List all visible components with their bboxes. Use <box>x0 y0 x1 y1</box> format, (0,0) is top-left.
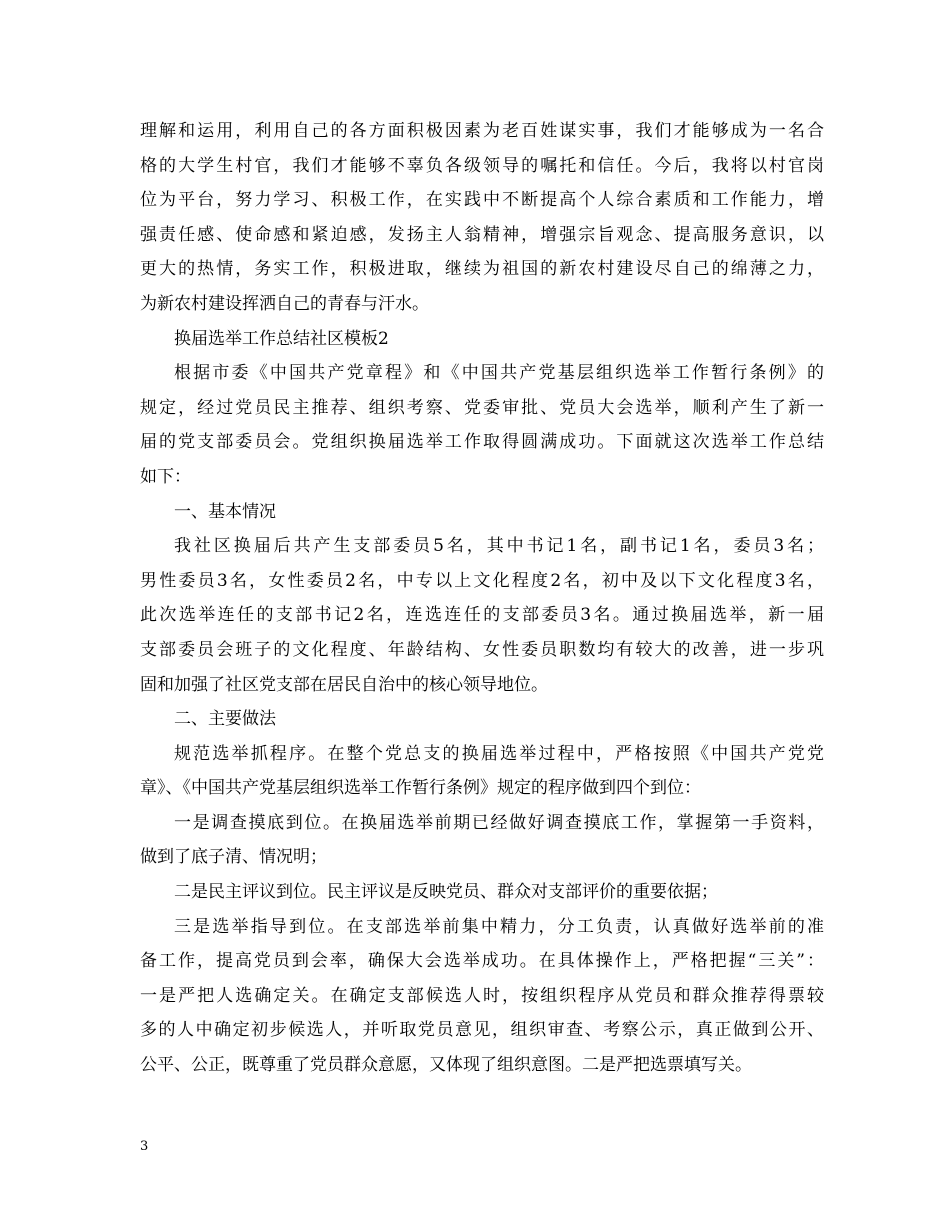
text-line: 一、基本情况 <box>174 501 276 522</box>
text-line: 固和加强了社区党支部在居民自治中的核心领导地位。 <box>140 674 548 695</box>
text-line: 章》、《中国共产党基层组织选举工作暂行条例》规定的程序做到四个到位： <box>140 778 701 799</box>
text-line: 规定，经过党员民主推荐、组织考察、党委审批、党员大会选举，顺利产生了新一 <box>140 397 824 418</box>
text-line: 我社区换届后共产生支部委员5名，其中书记1名，副书记1名，委员3名； <box>174 536 824 557</box>
text-line: 一是调查摸底到位。在换届选举前期已经做好调查摸底工作，掌握第一手资料， <box>174 812 824 833</box>
text-line: 理解和运用，利用自己的各方面积极因素为老百姓谋实事，我们才能够成为一名合 <box>140 121 824 141</box>
text-line: 备工作，提高党员到会率，确保大会选举成功。在具体操作上，严格把握“三关”： <box>140 951 824 972</box>
page-number: 3 <box>140 1139 149 1154</box>
text-line: 为新农村建设挥洒自己的青春与汗水。 <box>140 293 429 314</box>
text-line: 根据市委《中国共产党章程》和《中国共产党基层组织选举工作暂行条例》的 <box>174 363 824 384</box>
text-line: 位为平台，努力学习、积极工作，在实践中不断提高个人综合素质和工作能力，增 <box>140 190 824 211</box>
text-line: 一是严把人选确定关。在确定支部候选人时，按组织程序从党员和群众推荐得票较 <box>140 985 824 1006</box>
text-line: 二、主要做法 <box>174 709 276 730</box>
text-line: 如下： <box>140 466 191 487</box>
document-body <box>140 114 824 1083</box>
text-line: 换届选举工作总结社区模板2 <box>174 328 389 349</box>
text-line: 规范选举抓程序。在整个党总支的换届选举过程中，严格按照《中国共产党党 <box>174 743 824 764</box>
text-line: 格的大学生村官，我们才能够不辜负各级领导的嘱托和信任。今后，我将以村官岗 <box>140 155 824 176</box>
text-line: 多的人中确定初步候选人，并听取党员意见，组织审查、考察公示，真正做到公开、 <box>140 1020 824 1041</box>
text-line: 做到了底子清、情况明； <box>140 847 327 868</box>
text-line: 届的党支部委员会。党组织换届选举工作取得圆满成功。下面就这次选举工作总结 <box>140 432 824 453</box>
text-line: 二是民主评议到位。民主评议是反映党员、群众对支部评价的重要依据； <box>174 882 718 903</box>
text-line: 三是选举指导到位。在支部选举前集中精力，分工负责，认真做好选举前的准 <box>174 916 824 937</box>
text-line: 男性委员3名，女性委员2名，中专以上文化程度2名，初中及以下文化程度3名， <box>140 570 824 591</box>
text-line: 公平、公正，既尊重了党员群众意愿，又体现了组织意图。二是严把选票填写关。 <box>140 1055 752 1076</box>
text-line: 强责任感、使命感和紧迫感，发扬主人翁精神，增强宗旨观念、提高服务意识，以 <box>140 224 824 245</box>
text-line: 支部委员会班子的文化程度、年龄结构、女性委员职数均有较大的改善，进一步巩 <box>140 639 824 660</box>
text-line: 此次选举连任的支部书记2名，连选连任的支部委员3名。通过换届选举，新一届 <box>140 605 824 626</box>
text-line: 更大的热情，务实工作，积极进取，继续为祖国的新农村建设尽自己的绵薄之力， <box>140 259 824 280</box>
